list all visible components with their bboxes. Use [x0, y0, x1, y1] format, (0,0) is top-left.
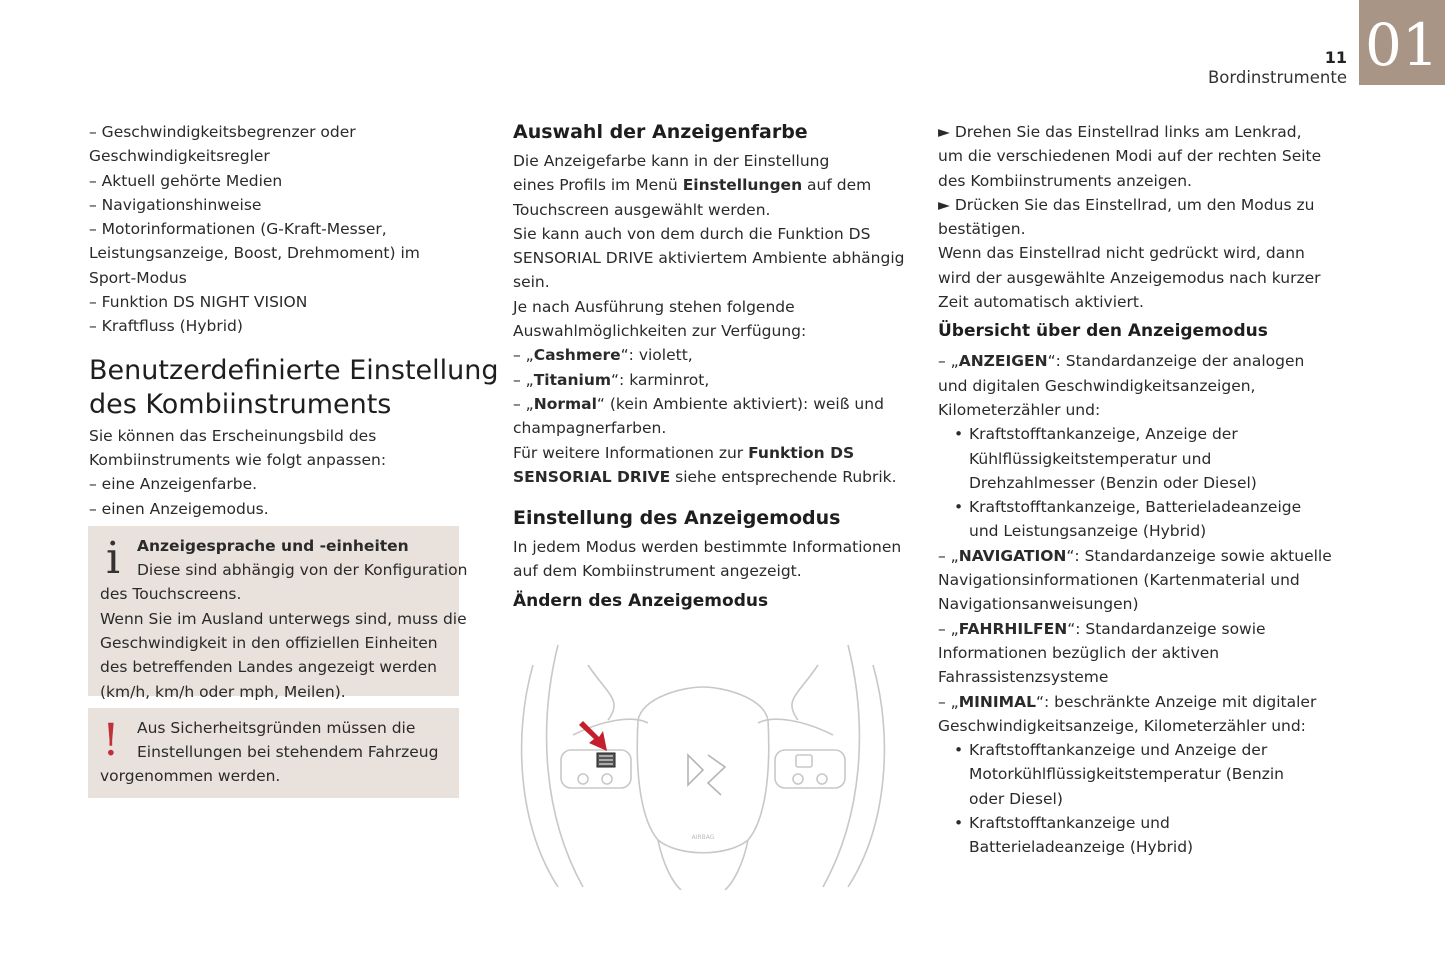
wheel-rim-inner: [547, 645, 583, 887]
text-line: [513, 465, 913, 489]
list-item: – Motorinformationen (G-Kraft-Messer,: [89, 220, 387, 239]
left-control-pad: [561, 750, 631, 788]
text-bold: MINIMAL: [958, 692, 1036, 711]
bullet-dot: •: [954, 425, 964, 444]
text-line: Sie kann auch von dem durch die Funktion DS: [513, 224, 871, 243]
main-heading-line: des Kombiinstruments: [89, 388, 392, 420]
text-span: Kraftstofftankanzeige und Anzeige der: [969, 741, 1268, 760]
warning-box-line: Aus Sicherheitsgründen müssen die: [137, 718, 416, 737]
text-line: Wenn das Einstellrad nicht gedrückt wird, dann: [938, 244, 1305, 263]
text-line: Die Anzeigefarbe kann in der Einstellung: [513, 152, 830, 170]
text-span: eines Profils im Menü: [513, 176, 683, 195]
chapter-tab: [1359, 0, 1445, 85]
column-middle: [513, 120, 913, 890]
text-span: – „: [938, 619, 959, 638]
text-line: Zeit automatisch aktiviert.: [938, 293, 1144, 312]
text-span: – „: [513, 370, 534, 389]
list-item-continued: Motorkühlflüssigkeitstemperatur (Benzin: [969, 765, 1285, 784]
list-item: [938, 811, 1338, 835]
text-line: SENSORIAL DRIVE aktiviertem Ambiente abhängig: [513, 249, 905, 268]
text-span: Kraftstofftankanzeige, Batterieladeanzeige: [969, 498, 1302, 517]
intro-paragraph: [89, 424, 484, 521]
bullet-dot: •: [954, 741, 964, 760]
mode-item-anzeigen: [938, 349, 1338, 373]
list-item: Geschwindigkeitsregler: [89, 147, 270, 166]
text-line: Kilometerzähler und:: [938, 400, 1101, 419]
warning-icon: !: [102, 714, 120, 766]
text-line: Fahrassistenzsysteme: [938, 668, 1109, 687]
text-span: – „: [513, 346, 534, 365]
column-right: [938, 120, 1338, 860]
list-item-continued: Batterieladeanzeige (Hybrid): [969, 838, 1194, 857]
text-line: champagnerfarben.: [513, 419, 667, 438]
mode-item-fahrhilfen: [938, 617, 1338, 641]
menu-settings-term: Einstellungen: [682, 176, 803, 195]
warning-box-line: Einstellungen bei stehendem Fahrzeug: [137, 743, 439, 762]
info-icon: i: [106, 532, 121, 584]
text-span: “: Standardanzeige sowie: [1067, 619, 1266, 638]
right-pad-button: [817, 774, 827, 784]
info-box-line: Diese sind abhängig von der Konfiguration: [137, 561, 468, 580]
mode-list: [938, 349, 1338, 859]
column-left: [89, 120, 499, 798]
text-bold: SENSORIAL DRIVE: [513, 467, 671, 486]
text-line: Geschwindigkeitsanzeige, Kilometerzähler und:: [938, 716, 1306, 735]
mode-paragraph: [513, 535, 913, 584]
list-item: Leistungsanzeige, Boost, Drehmoment) im: [89, 244, 420, 263]
text-span: – „: [938, 692, 959, 711]
text-bold: NAVIGATION: [958, 546, 1067, 565]
intro-line: Kombiinstruments wie folgt anpassen:: [89, 450, 387, 469]
text-line: Auswahlmöglichkeiten zur Verfügung:: [513, 322, 807, 341]
text-bold: Funktion DS: [748, 443, 855, 462]
info-box-line: des Touchscreens.: [100, 585, 242, 604]
text-span: – „: [938, 546, 959, 565]
text-span: – „: [938, 352, 959, 371]
intro-option: – eine Anzeigenfarbe.: [89, 475, 258, 494]
intro-line: Sie können das Erscheinungsbild des: [89, 426, 377, 445]
instruction-step: ► Drehen Sie das Einstellrad links am Lenkrad,: [938, 123, 1302, 141]
info-box-line: Geschwindigkeit in den offiziellen Einheiten: [100, 634, 438, 653]
mode-item-minimal: [938, 690, 1338, 714]
info-box-line: des betreffenden Landes angezeigt werden: [100, 658, 437, 677]
text-line: Informationen bezüglich der aktiven: [938, 643, 1220, 662]
color-option-cashmere: [513, 343, 913, 367]
list-item: – Geschwindigkeitsbegrenzer oder: [89, 123, 356, 141]
list-item: Sport-Modus: [89, 268, 187, 287]
info-box: [88, 526, 468, 701]
color-option-titanium: [513, 368, 913, 392]
text-line: Navigationsanweisungen): [938, 595, 1139, 614]
wheel-rim-outer: [848, 665, 884, 887]
feature-list: [89, 120, 484, 339]
text-bold: Titanium: [533, 370, 612, 389]
info-box-line: Wenn Sie im Ausland unterwegs sind, muss die: [100, 609, 467, 628]
chapter-number: 01: [1365, 11, 1439, 79]
text-line: sein.: [513, 273, 550, 292]
text-line: auf dem Kombiinstrument angezeigt.: [513, 562, 802, 581]
text-line: [513, 441, 913, 465]
list-item-continued: Kühlflüssigkeitstemperatur und: [969, 449, 1212, 468]
list-item: – Kraftfluss (Hybrid): [89, 317, 243, 336]
main-heading: [89, 354, 499, 422]
text-bold: ANZEIGEN: [958, 352, 1048, 371]
text-line: des Kombiinstruments anzeigen.: [938, 171, 1192, 190]
list-item-continued: Drehzahlmesser (Benzin oder Diesel): [969, 473, 1257, 492]
page-number: 11: [1324, 48, 1347, 67]
info-box-title: Anzeigesprache und -einheiten: [137, 536, 409, 555]
text-span: “: beschränkte Anzeige mit digitaler: [1035, 692, 1317, 711]
main-heading-line: Benutzerdefinierte Einstellung: [89, 354, 499, 386]
steering-wheel-illustration: [513, 625, 893, 890]
right-pad-button: [793, 774, 803, 784]
text-span: “: Standardanzeige der analogen: [1047, 352, 1305, 371]
ds-logo: [688, 755, 725, 795]
paddle-right: [792, 665, 818, 720]
heading-display-mode: Einstellung des Anzeigemodus: [513, 507, 841, 530]
list-item: [938, 422, 1338, 446]
text-span: auf dem: [802, 176, 872, 195]
heading-change-mode: Ändern des Anzeigemodus: [513, 590, 769, 611]
right-thumbwheel: [796, 755, 812, 767]
left-pad-button: [578, 774, 588, 784]
text-line: Je nach Ausführung stehen folgende: [513, 297, 795, 316]
bullet-list: [938, 738, 1338, 859]
red-arrow: [579, 721, 607, 751]
color-option-normal: [513, 392, 913, 416]
text-span: “ (kein Ambiente aktiviert): weiß und: [596, 394, 884, 413]
heading-mode-overview: Übersicht über den Anzeigemodus: [938, 321, 1268, 342]
text-span: – „: [513, 394, 534, 413]
list-item-continued: oder Diesel): [969, 789, 1063, 808]
wheel-rim-outer: [522, 665, 558, 887]
list-item: [938, 495, 1338, 519]
text-span: Kraftstofftankanzeige und: [969, 814, 1170, 833]
text-line: In jedem Modus werden bestimmte Informationen: [513, 538, 902, 557]
heading-display-color: Auswahl der Anzeigenfarbe: [513, 121, 808, 143]
text-span: “: karminrot,: [611, 370, 710, 389]
info-box-line: (km/h, km/h oder mph, Meilen).: [100, 682, 346, 701]
text-line: bestätigen.: [938, 220, 1026, 239]
text-line: Navigationsinformationen (Kartenmaterial und: [938, 571, 1300, 590]
text-bold: FAHRHILFEN: [958, 619, 1068, 638]
text-line: wird der ausgewählte Anzeigemodus nach kurzer: [938, 268, 1321, 287]
warning-box-line: vorgenommen werden.: [100, 767, 281, 786]
text-bold: Cashmere: [533, 346, 621, 365]
text-span: Kraftstofftankanzeige, Anzeige der: [969, 425, 1238, 444]
section-title: Bordinstrumente: [1207, 68, 1347, 87]
text-line: und digitalen Geschwindigkeitsanzeigen,: [938, 376, 1256, 395]
list-item: [938, 738, 1338, 762]
bullet-list: [938, 422, 1338, 543]
instruction-step: ► Drücken Sie das Einstellrad, um den Modus zu: [938, 195, 1315, 214]
list-item: – Aktuell gehörte Medien: [89, 171, 283, 190]
paddle-left: [588, 665, 614, 720]
list-item: – Navigationshinweise: [89, 195, 262, 214]
text-line: um die verschiedenen Modi auf der rechten Seite: [938, 147, 1322, 166]
bullet-dot: •: [954, 814, 964, 833]
airbag-label: AIRBAG: [691, 833, 715, 841]
bullet-dot: •: [954, 498, 964, 517]
text-span: “: Standardanzeige sowie aktuelle: [1066, 546, 1332, 565]
text-span: siehe entsprechende Rubrik.: [670, 467, 897, 486]
text-span: “: violett,: [620, 346, 693, 365]
color-paragraph: [513, 149, 913, 489]
wheel-rim-inner: [823, 645, 859, 887]
warning-box: [88, 708, 459, 798]
list-item: – Funktion DS NIGHT VISION: [89, 293, 308, 312]
text-span: Für weitere Informationen zur: [513, 443, 749, 462]
intro-option: – einen Anzeigemodus.: [89, 499, 269, 518]
left-pad-button: [602, 774, 612, 784]
mode-item-navigation: [938, 544, 1338, 568]
list-item-continued: und Leistungsanzeige (Hybrid): [969, 522, 1207, 541]
text-line: Touchscreen ausgewählt werden.: [513, 200, 771, 219]
text-line: [513, 173, 913, 197]
text-bold: Normal: [533, 394, 597, 413]
